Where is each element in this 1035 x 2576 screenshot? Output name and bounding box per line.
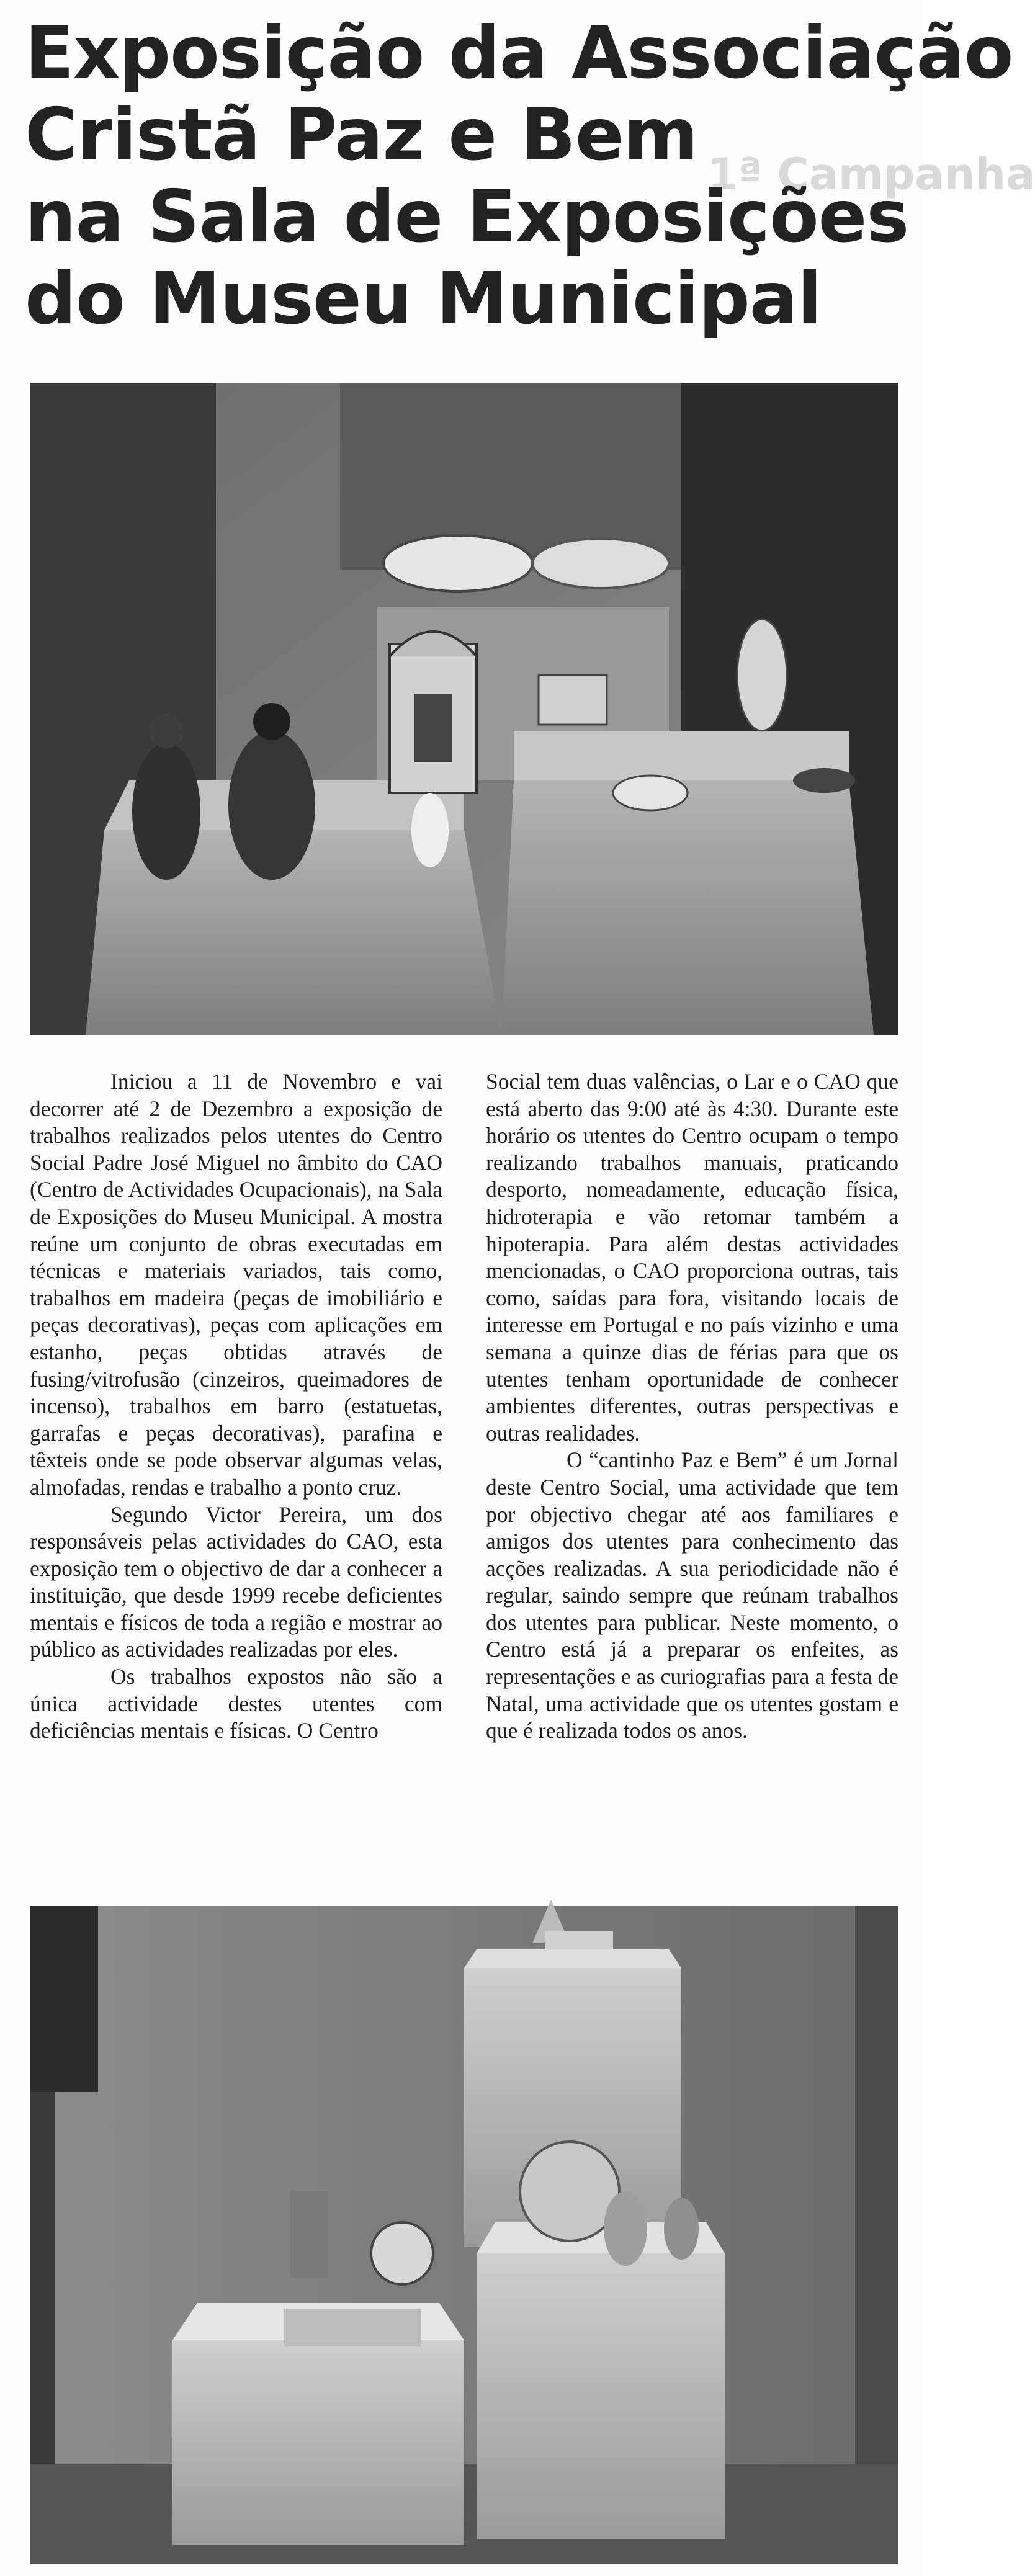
headline-line: na Sala de Exposições [25,175,909,259]
headline-line: Cristã Paz e Bem [25,93,698,177]
exhibition-photo-top-image [30,383,898,1035]
article-headline [25,11,1013,341]
headline-line: Exposição da Associação [25,11,1013,95]
article-column-left [30,1068,442,1887]
paragraph: Os trabalhos expostos não são a única actividade destes utentes com deficiências mentais e físicas. O Centro [30,1664,442,1743]
headline-line: do Museu Municipal [25,257,822,341]
paragraph: Segundo Victor Pereira, um dos responsáveis pelas actividades do CAO, esta exposição tem o objectivo de dar a conhecer a instituição, que desde 1999 recebe deficientes mentais e físicos de toda a região e mostrar ao público as actividades realizadas por eles. [30,1501,442,1662]
bleed-through-text: 1ª Campanha [707,149,1035,200]
paragraph: O “cantinho Paz e Bem” é um Jornal deste Centro Social, uma actividade que tem por objectivo chegar até aos familiares e amigos dos utentes para conhecimento das acções realizadas. A sua periodicidade não é regular, saindo sempre que reúnam trabalhos dos utentes para publicar. Neste momento, o Centro está já a preparar os enfeites, as representações e as curiografias para a festa de Natal, uma actividade que os utentes gostam e que é realizada todos os anos. [486,1447,898,1743]
article-body [30,1068,898,1887]
paragraph: Social tem duas valências, o Lar e o CAO que está aberto das 9:00 até às 4:30. Durante este horário os utentes do Centro ocupam o tempo realizando trabalhos manuais, praticando desporto, nomeadamente, educação física, hidroterapia e vão retomar também a hipoterapia. Para além destas actividades mencionadas, o CAO proporciona outras, tais como, saídas para fora, visitando locais de interesse em Portugal e no país vizinho e uma semana a quinze dias de férias para que os utentes tenham oportunidade de conhecer ambientes diferentes, outras perspectivas e outras realidades. [486,1069,898,1446]
article-column-right [486,1068,898,1887]
exhibition-photo-top [30,383,898,1035]
exhibition-photo-bottom-image [30,1906,898,2564]
paragraph: Iniciou a 11 de Novembro e vai decorrer até 2 de Dezembro a exposição de trabalhos realizados pelos utentes do Centro Social Padre José Miguel no âmbito do CAO (Centro de Actividades Ocupacionais), na Sala de Exposições do Museu Municipal. A mostra reúne um conjunto de obras executadas em técnicas e materiais variados, tais como, trabalhos em madeira (peças de imobiliário e peças decorativas), peças com aplicações em estanho, peças obtidas através de fusing/vitrofusão (cinzeiros, queimadores de incenso), trabalhos em barro (estatuetas, garrafas e peças decorativas), parafina e têxteis onde se pode observar algumas velas, almofadas, rendas e trabalho a ponto cruz. [30,1069,442,1500]
exhibition-photo-bottom [30,1906,898,2564]
